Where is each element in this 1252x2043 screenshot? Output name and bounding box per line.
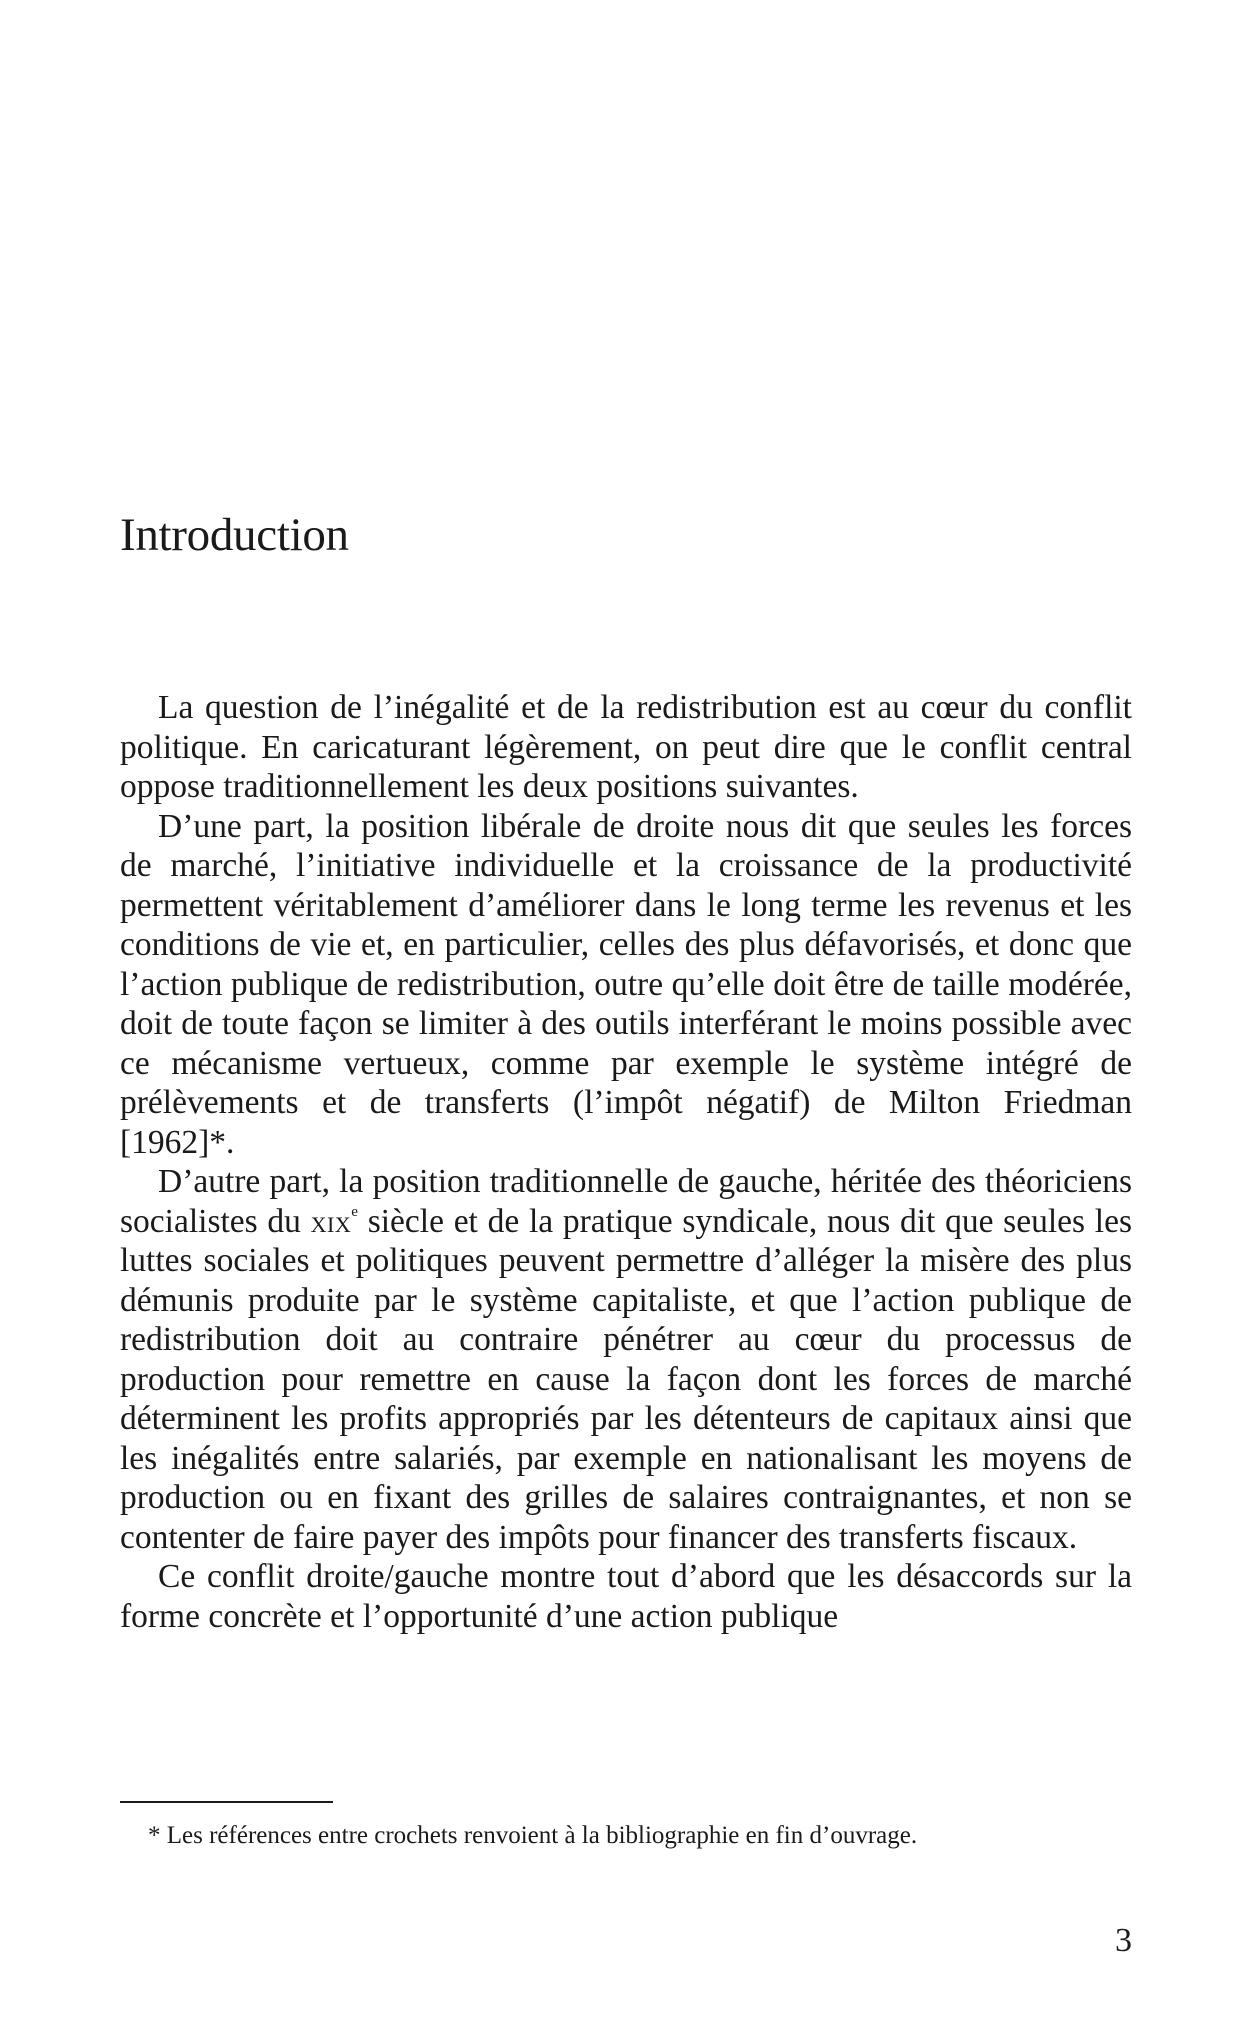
paragraph-3-start: D’autre part, la position traditionnelle de gauche, héritée des théoriciens socialistes du (120, 1163, 1132, 1240)
chapter-title: Introduction (120, 509, 349, 561)
paragraph-3 (120, 1162, 1132, 1557)
paragraph-4: Ce conflit droite/gauche montre tout d’abord que les désaccords sur la forme concrète et l’opportunité d’une action publique (120, 1558, 1132, 1635)
body-text (120, 688, 1132, 1636)
paragraph-1: La question de l’inégalité et de la redistribution est au cœur du conflit politique. En caricaturant légèrement, on peut dire que le conflit central oppose traditionnellement les deux positions suivantes. (120, 689, 1132, 805)
footnote: * Les références entre crochets renvoient à la bibliographie en fin d’ouvrage. (148, 1822, 918, 1849)
paragraph-2: D’une part, la position libérale de droite nous dit que seules les forces de marché, l’initiative individuelle et la croissance de la productivité permettent véritablement d’améliorer dans le long terme les revenus et les conditions de vie et, en particulier, celles des plus défavorisés, et donc que l’action publique de redistribution, outre qu’elle doit être de taille modérée, doit de toute façon se limiter à des outils interférant le moins possible avec ce mécanisme vertueux, comme par exemple le système intégré de prélèvements et de transferts (l’impôt négatif) de Milton Friedman [1962]*. (120, 807, 1132, 1161)
page-number: 3 (1115, 1922, 1132, 1959)
footnote-divider (120, 1801, 333, 1803)
paragraph-3-end: siècle et de la pratique syndicale, nous dit que seules les luttes sociales et politiques peuvent permettre d’alléger la misère des plus démunis produite par le système capitaliste, et que l’action publique de redistribution doit au contraire pénétrer au cœur du processus de production pour remettre en cause la façon dont les forces de marché déterminent les profits appropriés par les détenteurs de capitaux ainsi que les inégalités entre salariés, par exemple en nationalisant les moyens de production ou en fixant des grilles de salaires contraignantes, et non se contenter de faire payer des impôts pour financer des transferts fiscaux. (120, 1202, 1132, 1556)
century-suffix: e (351, 1203, 358, 1220)
century-numeral: xix (310, 1203, 352, 1239)
